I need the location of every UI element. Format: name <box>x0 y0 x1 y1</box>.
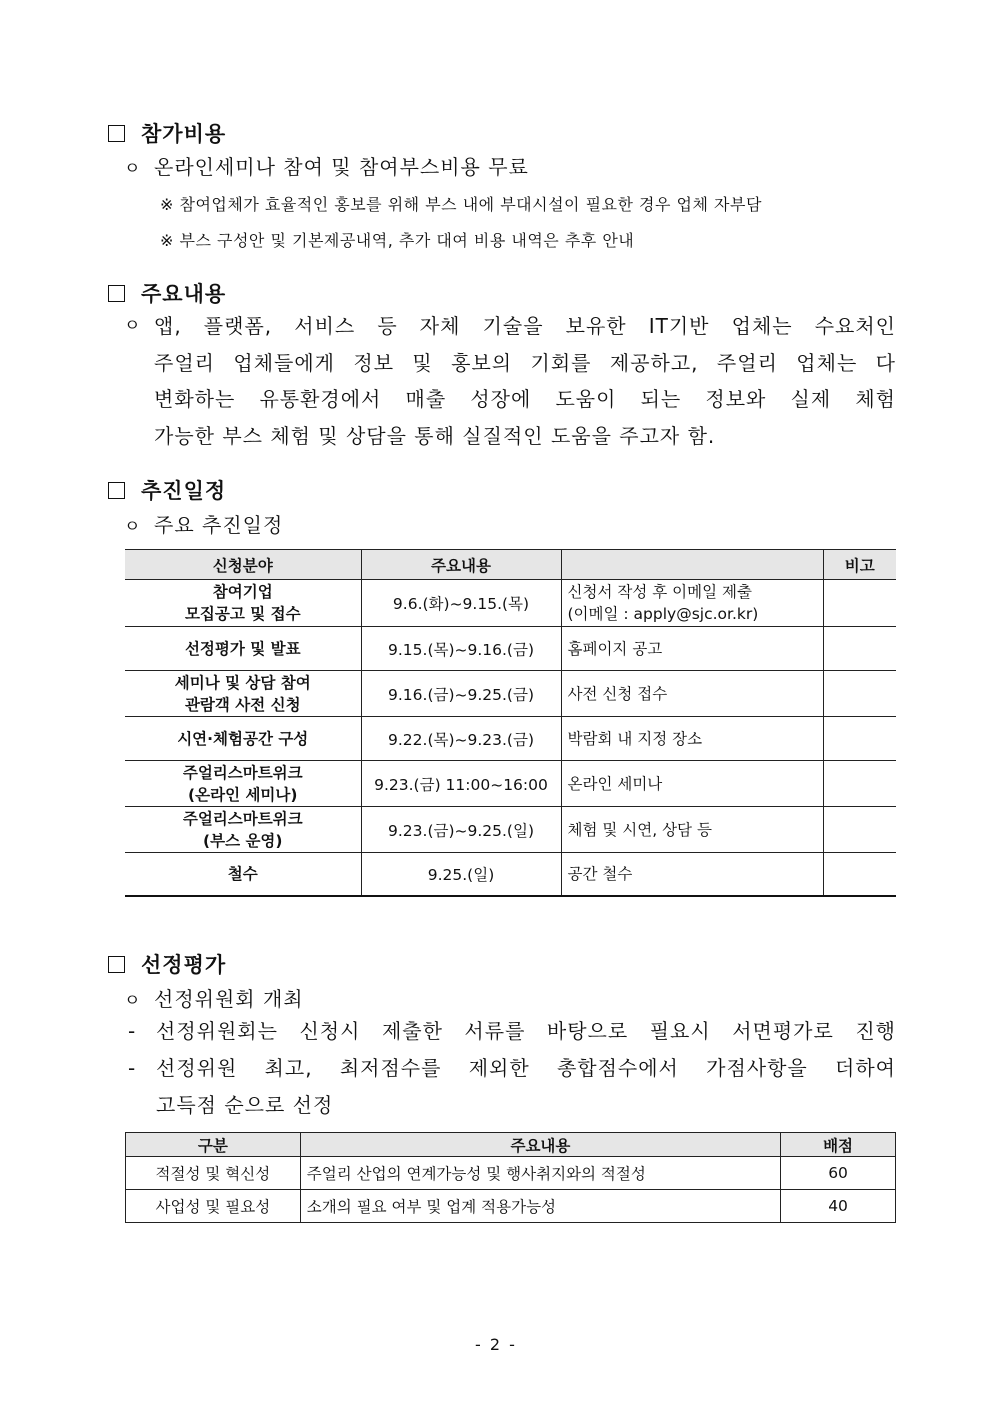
content-paragraph <box>124 308 896 454</box>
header-content: 주요내용 <box>300 1133 780 1157</box>
header-note: 비고 <box>823 550 896 580</box>
evaluation-dash-1 <box>128 1013 896 1050</box>
row-field: 선정평가 및 발표 <box>125 627 361 671</box>
header-score: 배점 <box>781 1133 896 1157</box>
row-category: 사업성 및 필요성 <box>126 1190 301 1223</box>
evaluation-bullet: ㅇ 선정위원회 개최 <box>124 987 304 1011</box>
row-note <box>823 671 896 717</box>
row-field: 세미나 및 상담 참여 관람객 사전 신청 <box>125 671 361 717</box>
row-detail: 사전 신청 접수 <box>561 671 823 717</box>
row-note <box>823 580 896 627</box>
row-detail: 홈페이지 공고 <box>561 627 823 671</box>
circle-bullet-icon: ㅇ <box>124 159 142 179</box>
row-note <box>823 717 896 761</box>
row-field: 시연·체험공간 구성 <box>125 717 361 761</box>
section-heading-schedule: 추진일정 <box>108 475 226 505</box>
row-date: 9.15.(목)~9.16.(금) <box>361 627 561 671</box>
cost-note-1: ※ 참여업체가 효율적인 홍보를 위해 부스 내에 부대시설이 필요한 경우 업체 자부담 <box>160 195 762 214</box>
row-note <box>823 761 896 807</box>
row-category: 적절성 및 혁신성 <box>126 1157 301 1190</box>
dash2-line-1: 선정위원 최고, 최저점수를 제외한 총합점수에서 가점사항을 더하여 <box>156 1056 896 1080</box>
row-detail: 온라인 세미나 <box>561 761 823 807</box>
checkbox-square-icon <box>108 285 125 302</box>
row-date: 9.25.(일) <box>361 853 561 896</box>
schedule-bullet: ㅇ 주요 추진일정 <box>124 513 284 537</box>
schedule-header-row <box>125 550 896 580</box>
header-field: 신청분야 <box>125 550 361 580</box>
circle-bullet-icon: ㅇ <box>124 517 142 537</box>
evaluation-header-row <box>126 1133 896 1157</box>
checkbox-square-icon <box>108 482 125 499</box>
table-row <box>125 717 896 761</box>
row-content: 주얼리 산업의 연계가능성 및 행사취지와의 적절성 <box>300 1157 780 1190</box>
evaluation-table <box>125 1132 896 1223</box>
table-row <box>125 761 896 807</box>
content-line-3: 변화하는 유통환경에서 매출 성장에 도움이 되는 정보와 실제 체험 <box>154 387 896 411</box>
table-row <box>125 580 896 627</box>
table-row <box>125 853 896 896</box>
table-row <box>126 1190 896 1223</box>
header-content: 주요내용 <box>361 550 561 580</box>
row-note <box>823 807 896 853</box>
row-field: 주얼리스마트위크 (온라인 세미나) <box>125 761 361 807</box>
row-field: 참여기업 모집공고 및 접수 <box>125 580 361 627</box>
row-date: 9.22.(목)~9.23.(금) <box>361 717 561 761</box>
dash2-line-2: 고득점 순으로 선정 <box>156 1093 334 1117</box>
content-line-1: 앱, 플랫폼, 서비스 등 자체 기술을 보유한 IT기반 업체는 수요처인 <box>154 314 896 338</box>
row-date: 9.23.(금) 11:00~16:00 <box>361 761 561 807</box>
table-row <box>125 807 896 853</box>
row-detail: 체험 및 시연, 상담 등 <box>561 807 823 853</box>
checkbox-square-icon <box>108 956 125 973</box>
section-heading-content: 주요내용 <box>108 278 226 308</box>
row-content: 소개의 필요 여부 및 업계 적용가능성 <box>300 1190 780 1223</box>
content-line-2: 주얼리 업체들에게 정보 및 홍보의 기회를 제공하고, 주얼리 업체는 다 <box>154 350 896 375</box>
row-field: 철수 <box>125 853 361 896</box>
cost-note-2: ※ 부스 구성안 및 기본제공내역, 추가 대여 비용 내역은 추후 안내 <box>160 231 635 250</box>
circle-bullet-icon: ㅇ <box>124 316 142 336</box>
row-note <box>823 853 896 896</box>
row-date: 9.6.(화)~9.15.(목) <box>361 580 561 627</box>
section-heading-cost: 참가비용 <box>108 118 226 148</box>
dash-marker: - <box>128 1019 137 1043</box>
evaluation-dash-2 <box>128 1050 896 1124</box>
checkbox-square-icon <box>108 125 125 142</box>
table-row <box>125 671 896 717</box>
section-heading-evaluation: 선정평가 <box>108 949 226 979</box>
row-date: 9.16.(금)~9.25.(금) <box>361 671 561 717</box>
row-note <box>823 627 896 671</box>
circle-bullet-icon: ㅇ <box>124 991 142 1011</box>
row-score: 60 <box>781 1157 896 1190</box>
schedule-table <box>125 549 896 897</box>
row-field: 주얼리스마트위크 (부스 운영) <box>125 807 361 853</box>
row-detail: 박람회 내 지정 장소 <box>561 717 823 761</box>
cost-bullet: ㅇ 온라인세미나 참여 및 참여부스비용 무료 <box>124 155 529 179</box>
row-detail: 공간 철수 <box>561 853 823 896</box>
row-date: 9.23.(금)~9.25.(일) <box>361 807 561 853</box>
header-blank <box>561 550 823 580</box>
table-row <box>126 1157 896 1190</box>
content-line-4: 가능한 부스 체험 및 상담을 통해 실질적인 도움을 주고자 함. <box>154 423 716 448</box>
table-row <box>125 627 896 671</box>
header-category: 구분 <box>126 1133 301 1157</box>
dash1-line-1: 선정위원회는 신청시 제출한 서류를 바탕으로 필요시 서면평가로 진행 <box>156 1019 896 1043</box>
row-detail: 신청서 작성 후 이메일 제출 (이메일 : apply@sjc.or.kr) <box>561 580 823 627</box>
page-number: - 2 - <box>475 1335 517 1354</box>
row-score: 40 <box>781 1190 896 1223</box>
dash-marker: - <box>128 1056 137 1080</box>
